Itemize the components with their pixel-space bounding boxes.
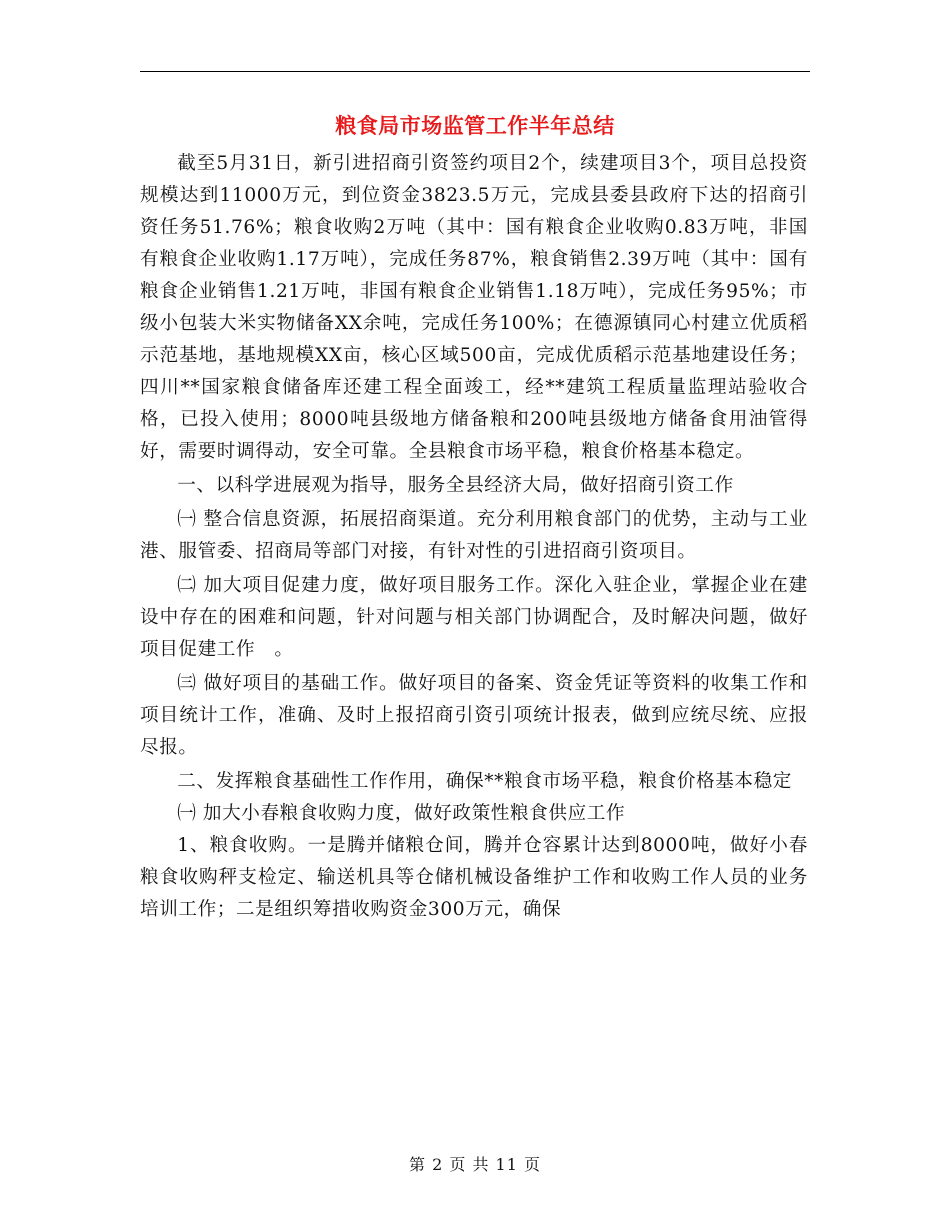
subsection-paragraph-1: ㈠ 整合信息资源，拓展招商渠道。充分利用粮食部门的优势，主动与工业港、服管委、招商局等部门对接，有针对性的引进招商引资项目。	[140, 509, 808, 562]
header-rule	[140, 71, 810, 72]
document-body	[140, 148, 808, 926]
section-heading-2: 二、发挥粮食基础性工作作用，确保**粮食市场平稳，粮食价格基本稳定	[177, 771, 792, 792]
document-title: 粮食局市场监管工作半年总结	[335, 114, 615, 138]
subsection-paragraph-2: ㈡ 加大项目促建力度，做好项目服务工作。深化入驻企业，掌握企业在建设中存在的困难和问题，针对问题与相关部门协调配合，及时解决问题，做好项目促建工作 。	[140, 575, 808, 660]
page-number-footer: 第 2 页 共 11 页	[409, 1155, 541, 1174]
subsection-heading: ㈠ 加大小春粮食收购力度，做好政策性粮食供应工作	[177, 803, 626, 824]
grain-purchase-paragraph: 1、粮食收购。一是腾并储粮仓间，腾并仓容累计达到8000吨，做好小春粮食收购秤支检定、输送机具等仓储机械设备维护工作和收购工作人员的业务培训工作；二是组织筹措收购资金300万元，确保	[140, 835, 808, 920]
subsection-paragraph-3: ㈢ 做好项目的基础工作。做好项目的备案、资金凭证等资料的收集工作和项目统计工作，准确、及时上报招商引资引项统计报表，做到应统尽统、应报尽报。	[140, 673, 808, 758]
summary-paragraph: 截至5月31日，新引进招商引资签约项目2个，续建项目3个，项目总投资规模达到11000万元，到位资金3823.5万元，完成县委县政府下达的招商引资任务51.76%；粮食收购2万吨（其中：国有粮食企业收购0.83万吨，非国有粮食企业收购1.17万吨），完成任务87%，粮食销售2.39万吨（其中：国有粮食企业销售1.21万吨，非国有粮食企业销售1.18万吨），完成任务95%；市级小包装大米实物储备XX余吨，完成任务100%；在德源镇同心村建立优质稻示范基地，基地规模XX亩，核心区域500亩，完成优质稻示范基地建设任务；四川**国家粮食储备库还建工程全面竣工，经**建筑工程质量监理站验收合格，已投入使用；8000吨县级地方储备粮和200吨县级地方储备食用油管得好，需要时调得动，安全可靠。全县粮食市场平稳，粮食价格基本稳定。	[140, 153, 808, 462]
section-heading-1: 一、以科学进展观为指导，服务全县经济大局，做好招商引资工作	[177, 475, 734, 496]
